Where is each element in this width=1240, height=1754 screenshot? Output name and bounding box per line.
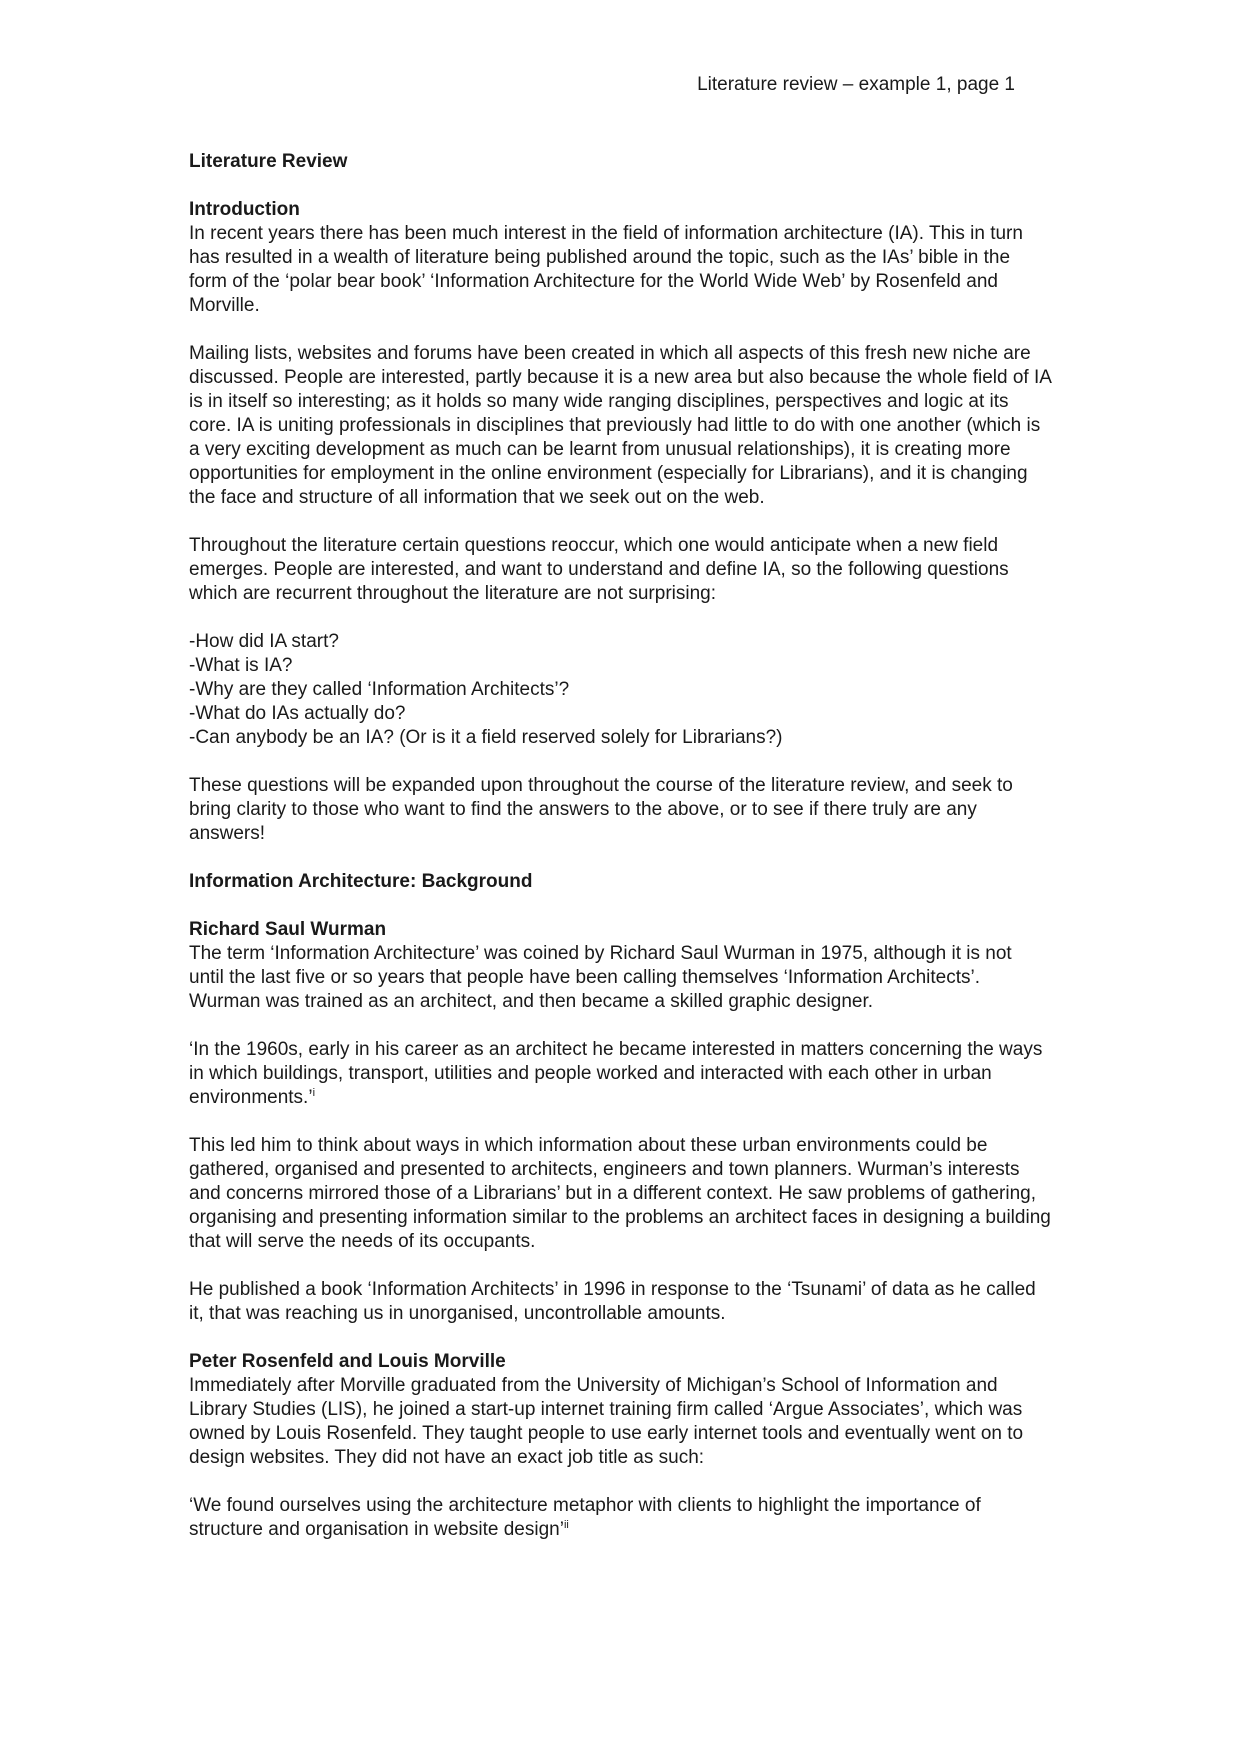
introduction-paragraph-4: These questions will be expanded upon throughout the course of the literature review, and seek to bring clarity to those who want to find the answers to the above, or to see if there truly are any answers! xyxy=(189,775,1013,844)
wurman-paragraph-2: This led him to think about ways in which information about these urban environments could be gathered, organised and presented to architects, engineers and town planners. Wurman’s interests and concerns mirrored those of a Librarians’ but in a different context. He saw problems of gathering, organising and presenting information similar to the problems an architect faces in designing a building that will serve the needs of its occupants. xyxy=(189,1135,1051,1252)
wurman-heading: Richard Saul Wurman xyxy=(189,919,387,940)
background-heading: Information Architecture: Background xyxy=(189,871,533,892)
rosenfeld-heading: Peter Rosenfeld and Louis Morville xyxy=(189,1351,506,1372)
document-body xyxy=(189,150,1051,1542)
question-item: -How did IA start? xyxy=(189,631,339,652)
rosenfeld-quote-text: ‘We found ourselves using the architecture metaphor with clients to highlight the importance of structure and organisation in website design’ xyxy=(189,1495,981,1540)
wurman-section xyxy=(189,918,1051,1326)
running-header: Literature review – example 1, page 1 xyxy=(697,74,1015,95)
rosenfeld-section xyxy=(189,1350,1051,1542)
introduction-paragraph-2: Mailing lists, websites and forums have been created in which all aspects of this fresh new niche are discussed. People are interested, partly because it is a new area but also because the whole field of IA is in itself so interesting; as it holds so many wide ranging disciplines, perspectives and logic at its core. IA is uniting professionals in disciplines that previously had little to do with one another (which is a very exciting development as much can be learnt from unusual relationships), it is creating more opportunities for employment in the online environment (especially for Librarians), and it is changing the face and structure of all information that we seek out on the web. xyxy=(189,343,1051,508)
introduction-section xyxy=(189,198,1051,846)
question-item: -Can anybody be an IA? (Or is it a field reserved solely for Librarians?) xyxy=(189,727,783,748)
document-title: Literature Review xyxy=(189,151,348,172)
question-item: -Why are they called ‘Information Architects’? xyxy=(189,679,570,700)
introduction-paragraph-3: Throughout the literature certain questions reoccur, which one would anticipate when a new field emerges. People are interested, and want to understand and define IA, so the following questions which are recurrent throughout the literature are not surprising: xyxy=(189,535,1009,604)
wurman-paragraph-3: He published a book ‘Information Architects’ in 1996 in response to the ‘Tsunami’ of data as he called it, that was reaching us in unorganised, uncontrollable amounts. xyxy=(189,1279,1036,1324)
footnote-ref-i[interactable]: i xyxy=(312,1087,316,1099)
introduction-heading: Introduction xyxy=(189,199,300,220)
question-item: -What do IAs actually do? xyxy=(189,703,406,724)
wurman-quote-text: ‘In the 1960s, early in his career as an architect he became interested in matters concerning the ways in which buildings, transport, utilities and people worked and interacted with each other in urban environments.’ xyxy=(189,1039,1043,1108)
rosenfeld-quote xyxy=(189,1494,1051,1542)
wurman-quote xyxy=(189,1038,1051,1110)
introduction-paragraph-1: In recent years there has been much interest in the field of information architecture (IA). This in turn has resulted in a wealth of literature being published around the topic, such as the IAs’ bible in the form of the ‘polar bear book’ ‘Information Architecture for the World Wide Web’ by Rosenfeld and Morville. xyxy=(189,223,1023,316)
footnote-ref-ii[interactable]: ii xyxy=(563,1519,569,1531)
rosenfeld-paragraph-1: Immediately after Morville graduated from the University of Michigan’s School of Information and Library Studies (LIS), he joined a start-up internet training firm called ‘Argue Associates’, which was owned by Louis Rosenfeld. They taught people to use early internet tools and eventually went on to design websites. They did not have an exact job title as such: xyxy=(189,1375,1024,1468)
questions-list xyxy=(189,630,1051,750)
question-item: -What is IA? xyxy=(189,655,293,676)
wurman-paragraph-1: The term ‘Information Architecture’ was coined by Richard Saul Wurman in 1975, although it is not until the last five or so years that people have been calling themselves ‘Information Architects’. Wurman was trained as an architect, and then became a skilled graphic designer. xyxy=(189,943,1012,1012)
